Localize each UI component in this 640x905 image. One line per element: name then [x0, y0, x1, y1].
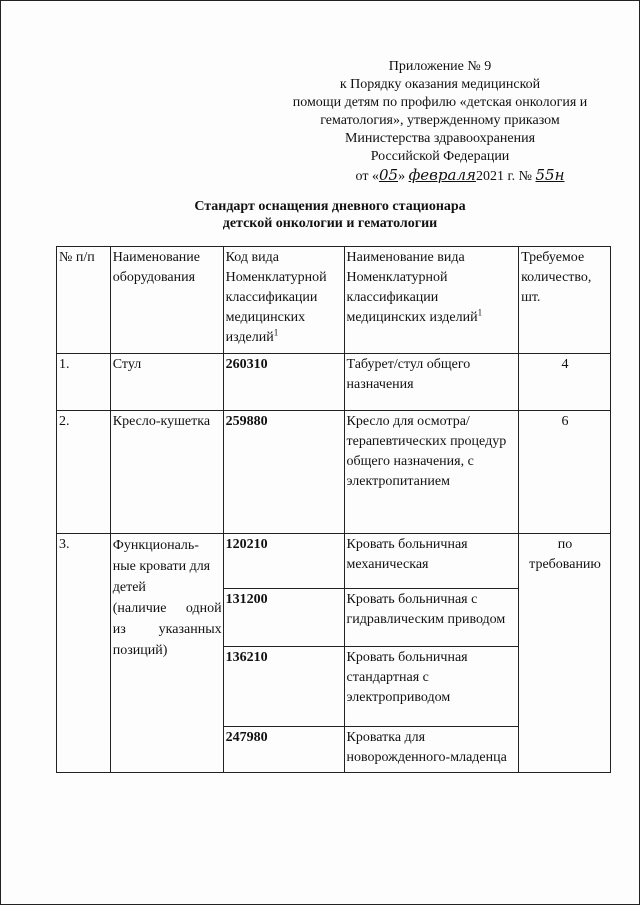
table-row — [57, 534, 611, 589]
date-year: 2021 г. № — [475, 169, 532, 184]
header-cell — [223, 247, 344, 354]
classification-type: Кровать больничная механическая — [344, 534, 519, 589]
table-row — [57, 411, 611, 534]
classification-type: Табурет/стул общего назначения — [344, 354, 519, 411]
required-quantity: 4 — [519, 354, 611, 411]
header-text: Наименование вида Номенклатурной классификации медицинских изделий — [346, 250, 478, 325]
required-quantity: 6 — [519, 411, 611, 534]
document-title — [160, 198, 500, 232]
appendix-line: гематология», утвержденному приказом — [320, 113, 560, 128]
appendix-line: Министерства здравоохранения — [344, 131, 536, 146]
classification-type: Кровать больничная с гидравлическим приводом — [344, 589, 519, 647]
classification-type: Кроватка для новорожденного-младенца — [344, 727, 519, 773]
order-number: 55н — [535, 166, 565, 184]
classification-code: 260310 — [223, 354, 344, 411]
classification-code: 259880 — [223, 411, 344, 534]
appendix-line: помощи детям по профилю «детская онкология и — [292, 95, 588, 110]
appendix-line: к Порядку оказания медицинской — [339, 77, 541, 92]
table-row — [57, 354, 611, 411]
appendix-line: Приложение № 9 — [388, 59, 492, 74]
header-cell — [344, 247, 519, 354]
classification-code: 120210 — [223, 534, 344, 589]
equipment-name-main: Функциональ-ные кровати для детей — [112, 538, 211, 595]
classification-code: 131200 — [223, 589, 344, 647]
row-number: 3. — [57, 534, 111, 773]
date-day: 05 — [378, 166, 399, 184]
appendix-header — [270, 58, 610, 186]
row-number: 2. — [57, 411, 111, 534]
classification-code: 136210 — [223, 647, 344, 727]
date-month: февраля — [408, 166, 476, 184]
appendix-line: Российской Федерации — [370, 149, 510, 164]
classification-type: Кресло для осмотра/терапевтических процедур общего назначения, с электропитанием — [344, 411, 519, 534]
equipment-name: Кресло-кушетка — [110, 411, 223, 534]
equipment-name-note: (наличие одной из указанных позиций) — [112, 601, 222, 658]
footnote-mark: 1 — [273, 327, 279, 338]
classification-type: Кровать больничная стандартная с электроприводом — [344, 647, 519, 727]
header-cell: Требуемое количество, шт. — [519, 247, 611, 354]
table-header-row — [57, 247, 611, 354]
row-number: 1. — [57, 354, 111, 411]
title-line: детской онкологии и гематологии — [222, 216, 438, 231]
order-date-line — [270, 166, 610, 186]
classification-code: 247980 — [223, 727, 344, 773]
header-cell: Наименование оборудования — [110, 247, 223, 354]
title-line: Стандарт оснащения дневного стационара — [194, 199, 466, 214]
equipment-name — [110, 534, 223, 773]
header-cell: № п/п — [57, 247, 111, 354]
required-quantity: по требованию — [519, 534, 611, 773]
date-prefix: от « — [355, 169, 379, 184]
date-mid: » — [398, 169, 406, 184]
equipment-table — [56, 246, 611, 773]
equipment-name: Стул — [110, 354, 223, 411]
footnote-mark: 1 — [477, 307, 483, 318]
header-text: Код вида Номенклатурной классификации медицинских изделий — [225, 250, 327, 345]
